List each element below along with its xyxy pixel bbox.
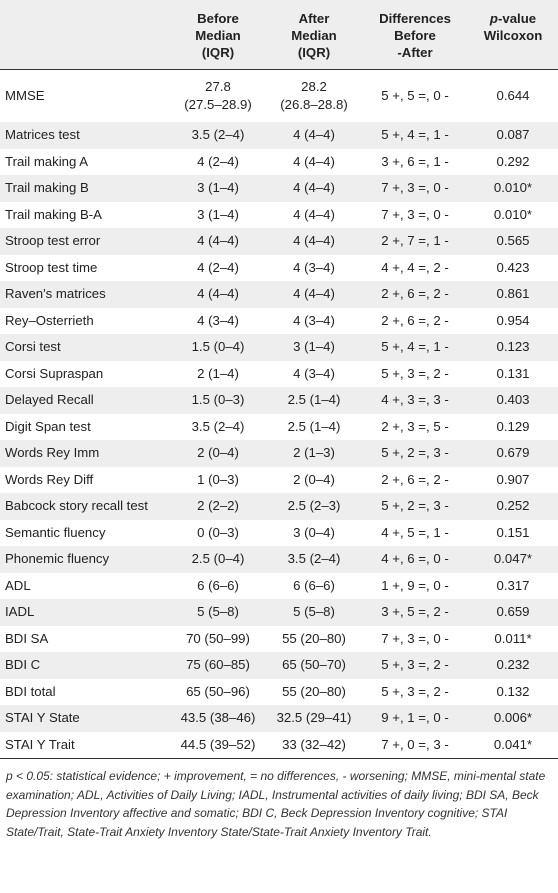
- row-diff: 2 +, 6 =, 2 -: [381, 286, 449, 301]
- row-p: 0.131: [496, 365, 530, 381]
- table-row: [0, 281, 558, 308]
- row-before: 1.5 (0–4): [191, 339, 245, 354]
- table-row: [0, 149, 558, 176]
- row-before: 3.5 (2–4): [191, 418, 245, 434]
- row-before: 70 (50–99): [186, 630, 250, 646]
- row-before: 5 (5–8): [197, 604, 239, 619]
- row-diff: 5 +, 3 =, 2 -: [381, 683, 449, 699]
- row-before: 4 (2–4): [197, 153, 239, 169]
- row-before: 2 (1–4): [197, 365, 239, 381]
- row-p: 0.565: [496, 233, 530, 248]
- table-row: [0, 334, 558, 361]
- row-label: Corsi test: [5, 339, 61, 354]
- row-after: 4 (3–4): [293, 259, 335, 275]
- table-row: [0, 70, 558, 123]
- row-label: Trail making A: [5, 153, 89, 169]
- row-diff: 2 +, 6 =, 2 -: [381, 471, 449, 487]
- row-diff: 7 +, 0 =, 3 -: [381, 736, 449, 752]
- table-row: [0, 228, 558, 255]
- row-p: 0.861: [496, 286, 530, 301]
- row-diff: 4 +, 6 =, 0 -: [381, 551, 449, 566]
- row-after: 3.5 (2–4): [287, 551, 341, 566]
- row-p: 0.679: [496, 445, 530, 460]
- row-p: 0.087: [496, 127, 530, 142]
- header-diff-line2: Before: [394, 28, 436, 43]
- row-label: Phonemic fluency: [5, 551, 110, 566]
- row-after: 2.5 (1–4): [287, 418, 341, 434]
- row-before: 75 (60–85): [186, 657, 250, 672]
- row-p: 0.292: [496, 153, 530, 169]
- table-row: [0, 652, 558, 679]
- header-after-line2: Median: [291, 28, 337, 43]
- row-before: 3 (1–4): [197, 180, 239, 195]
- row-label: BDI total: [5, 683, 56, 699]
- row-before: 2 (2–2): [197, 498, 239, 513]
- table-row: [0, 573, 558, 600]
- header-diff-line1: Differences: [379, 11, 451, 26]
- row-after: 4 (4–4): [293, 153, 335, 169]
- row-after: 4 (4–4): [293, 127, 335, 142]
- row-diff: 5 +, 2 =, 3 -: [381, 445, 449, 460]
- row-p: 0.011*: [494, 630, 532, 646]
- row-before: [170, 70, 266, 123]
- row-before: 0 (0–3): [197, 524, 239, 540]
- row-p: 0.132: [496, 683, 530, 699]
- row-diff: 5 +, 4 =, 1 -: [381, 339, 449, 354]
- row-p: 0.010*: [493, 180, 533, 195]
- header-p-suffix: -value: [497, 11, 537, 26]
- row-before: 1.5 (0–3): [191, 392, 245, 407]
- row-after: 2 (1–3): [293, 445, 335, 460]
- row-diff: 5 +, 4 =, 1 -: [381, 127, 449, 142]
- table-row: [0, 175, 558, 202]
- row-before: 2.5 (0–4): [191, 551, 245, 566]
- row-diff: 2 +, 3 =, 5 -: [381, 418, 449, 434]
- mmse-after-iqr: (26.8–28.8): [280, 97, 348, 112]
- table-row: [0, 440, 558, 467]
- row-after: 55 (20–80): [282, 683, 346, 699]
- row-after: 4 (4–4): [293, 233, 335, 248]
- row-label: Semantic fluency: [5, 524, 106, 540]
- row-diff: 5 +, 5 =, 0 -: [381, 88, 449, 103]
- row-p: 0.317: [496, 577, 530, 593]
- row-before: 2 (0–4): [197, 445, 239, 460]
- row-p: 0.232: [496, 657, 530, 672]
- header-differences: [362, 0, 468, 70]
- row-diff: 3 +, 6 =, 1 -: [381, 153, 449, 169]
- table-row: [0, 546, 558, 573]
- row-diff: 5 +, 3 =, 2 -: [381, 365, 449, 381]
- table-row: [0, 679, 558, 706]
- row-label: Trail making B-A: [5, 206, 102, 222]
- row-p: 0.907: [496, 471, 530, 487]
- row-before: 6 (6–6): [197, 577, 239, 593]
- row-p: 0.006*: [493, 710, 533, 725]
- row-after: 2.5 (2–3): [287, 498, 341, 513]
- table-row: [0, 122, 558, 149]
- header-before-line2: Median: [195, 28, 241, 43]
- row-after: 4 (3–4): [293, 365, 335, 381]
- table-row: [0, 361, 558, 388]
- row-diff: 7 +, 3 =, 0 -: [381, 630, 449, 646]
- table-row: [0, 626, 558, 653]
- mmse-before-median: 27.8: [205, 79, 231, 94]
- row-label: Digit Span test: [5, 418, 91, 434]
- row-after: 5 (5–8): [293, 604, 335, 619]
- row-diff: 2 +, 7 =, 1 -: [381, 233, 449, 248]
- row-diff: 5 +, 3 =, 2 -: [381, 657, 449, 672]
- row-p: 0.123: [496, 339, 530, 354]
- header-before: [170, 0, 266, 70]
- row-label: Matrices test: [5, 127, 80, 142]
- row-label: Rey–Osterrieth: [5, 312, 94, 328]
- row-label: Trail making B: [5, 180, 89, 195]
- table-body: [0, 70, 558, 759]
- header-row: [0, 0, 558, 70]
- table-row: [0, 705, 558, 732]
- row-diff: 4 +, 4 =, 2 -: [381, 259, 449, 275]
- row-diff: 4 +, 5 =, 1 -: [381, 524, 449, 540]
- row-before: 4 (4–4): [197, 286, 239, 301]
- row-before: 4 (4–4): [197, 233, 239, 248]
- row-diff: 2 +, 6 =, 2 -: [381, 312, 449, 328]
- row-label: Delayed Recall: [5, 392, 94, 407]
- table-row: [0, 308, 558, 335]
- row-before: 65 (50–96): [186, 683, 250, 699]
- row-after: 55 (20–80): [282, 630, 346, 646]
- table-footnote: p < 0.05: statistical evidence; + improvement, = no differences, - worsening; MMSE, mini-mental state examination; ADL, Activities of Daily Living; IADL, Instrumental activities of daily living; BDI SA, Beck Depression Inventory affective and somatic; BDI C, Beck Depression Inventory cognitive; STAI State/Trait, State-Trait Anxiety Inventory State/State-Trait Anxiety Inventory Trait.: [0, 758, 558, 841]
- row-before: 4 (2–4): [197, 259, 239, 275]
- row-label: STAI Y Trait: [5, 736, 75, 752]
- row-after: 32.5 (29–41): [276, 710, 352, 725]
- table-row: [0, 732, 558, 759]
- row-label: Raven's matrices: [5, 286, 106, 301]
- table-row: [0, 202, 558, 229]
- row-after: 4 (4–4): [293, 206, 335, 222]
- row-label: STAI Y State: [5, 710, 80, 725]
- row-before: 4 (3–4): [197, 312, 239, 328]
- table-row: [0, 520, 558, 547]
- row-label: BDI C: [5, 657, 41, 672]
- header-after-line1: After: [298, 11, 330, 26]
- row-p: 0.041*: [493, 736, 533, 752]
- row-p: 0.129: [496, 418, 530, 434]
- row-label: Stroop test error: [5, 233, 101, 248]
- header-diff-line3: -After: [397, 45, 433, 60]
- table-row: [0, 387, 558, 414]
- row-after: [266, 70, 362, 123]
- row-after: 4 (4–4): [293, 286, 335, 301]
- row-label: Corsi Supraspan: [5, 365, 104, 381]
- row-p: 0.047*: [493, 551, 533, 566]
- header-p-italic: p: [489, 11, 498, 26]
- row-p: 0.010*: [493, 206, 533, 222]
- row-after: 2.5 (1–4): [287, 392, 341, 407]
- row-before: 44.5 (39–52): [180, 736, 256, 752]
- table-row: [0, 599, 558, 626]
- row-p: 0.252: [496, 498, 530, 513]
- row-p: 0.644: [496, 88, 530, 103]
- row-label: BDI SA: [5, 630, 49, 646]
- header-after-line3: (IQR): [297, 45, 331, 60]
- row-label: Stroop test time: [5, 259, 98, 275]
- row-diff: 4 +, 3 =, 3 -: [381, 392, 449, 407]
- header-label-column: [0, 0, 170, 70]
- header-after: [266, 0, 362, 70]
- row-diff: 5 +, 2 =, 3 -: [381, 498, 449, 513]
- row-label: MMSE: [5, 88, 45, 103]
- table-row: [0, 414, 558, 441]
- row-after: 65 (50–70): [282, 657, 346, 672]
- row-label: Words Rey Imm: [5, 445, 100, 460]
- row-before: 3.5 (2–4): [191, 127, 245, 142]
- header-p-line2: Wilcoxon: [483, 28, 543, 43]
- row-before: 1 (0–3): [197, 471, 239, 487]
- table-header: [0, 0, 558, 70]
- row-p: 0.151: [496, 524, 530, 540]
- header-p-value: [468, 0, 558, 70]
- row-label: Words Rey Diff: [5, 471, 94, 487]
- row-label: Babcock story recall test: [5, 498, 148, 513]
- mmse-before-iqr: (27.5–28.9): [184, 97, 252, 112]
- row-diff: 1 +, 9 =, 0 -: [381, 577, 449, 593]
- table-row: [0, 493, 558, 520]
- row-diff: 9 +, 1 =, 0 -: [381, 710, 449, 725]
- row-after: 4 (4–4): [293, 180, 335, 195]
- row-p: 0.423: [496, 259, 530, 275]
- row-diff: 7 +, 3 =, 0 -: [381, 180, 449, 195]
- row-label: ADL: [5, 577, 31, 593]
- row-after: 3 (0–4): [293, 524, 335, 540]
- row-after: 33 (32–42): [282, 736, 346, 752]
- header-before-line1: Before: [197, 11, 239, 26]
- row-after: 6 (6–6): [293, 577, 335, 593]
- row-p: 0.659: [496, 604, 530, 619]
- header-before-line3: (IQR): [201, 45, 235, 60]
- row-after: 2 (0–4): [293, 471, 335, 487]
- row-p: 0.954: [496, 312, 530, 328]
- row-diff: 7 +, 3 =, 0 -: [381, 206, 449, 222]
- table-row: [0, 467, 558, 494]
- row-after: 3 (1–4): [293, 339, 335, 354]
- table-row: [0, 255, 558, 282]
- row-before: 3 (1–4): [197, 206, 239, 222]
- row-before: 43.5 (38–46): [180, 710, 256, 725]
- mmse-after-median: 28.2: [301, 79, 327, 94]
- row-p: 0.403: [496, 392, 530, 407]
- row-label: IADL: [5, 604, 35, 619]
- row-diff: 3 +, 5 =, 2 -: [381, 604, 449, 619]
- row-after: 4 (3–4): [293, 312, 335, 328]
